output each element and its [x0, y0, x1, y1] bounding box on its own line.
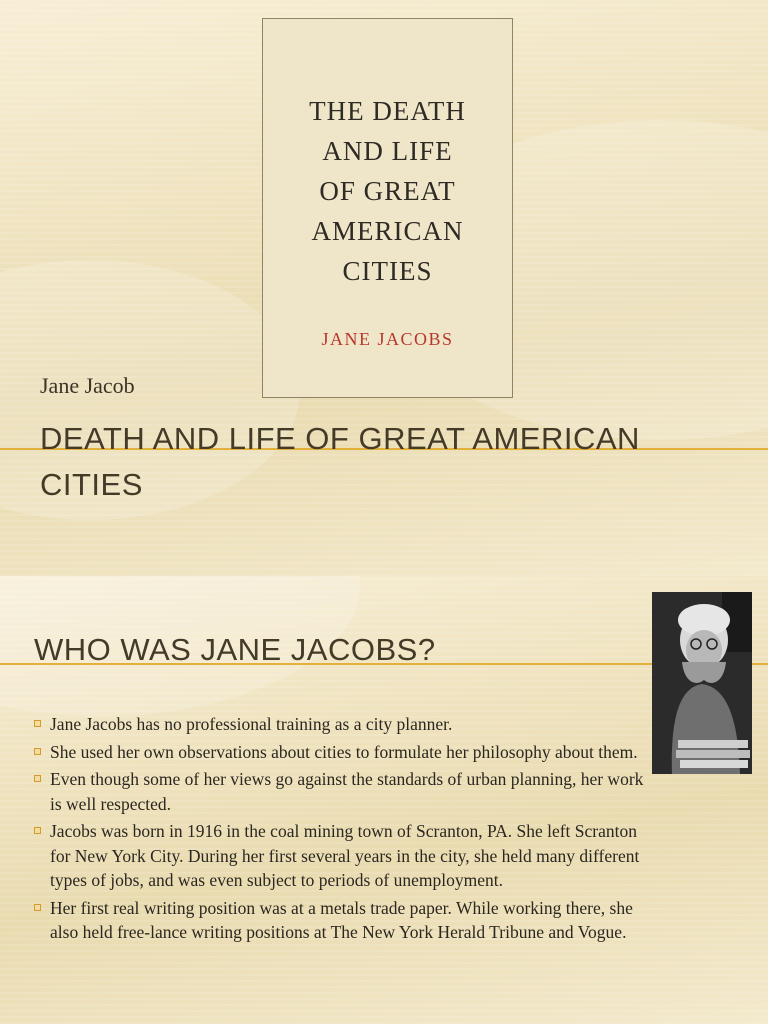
slide-title: WHO WAS JANE JACOBS?	[34, 632, 436, 667]
bullet-text: Her first real writing position was at a metals trade paper. While working there, she also held free-lance writing positions at The New York Herald Tribune and Vogue.	[50, 897, 633, 942]
slide-title: DEATH AND LIFE OF GREAT AMERICAN CITIES	[40, 421, 640, 502]
list-item	[34, 740, 644, 765]
bullet-icon	[34, 904, 41, 911]
bullet-text: Jane Jacobs has no professional training as a city planner.	[50, 714, 453, 734]
jane-jacobs-photo	[652, 592, 752, 774]
bullet-list	[34, 712, 644, 948]
bullet-icon	[34, 720, 41, 727]
bullet-text: She used her own observations about cities to formulate her philosophy about them.	[50, 741, 638, 762]
book-cover-title: THE DEATH AND LIFE OF GREAT AMERICAN CITIES	[309, 96, 466, 286]
book-cover-image	[262, 18, 513, 398]
slide-subtitle: Jane Jacob	[40, 373, 135, 398]
list-item	[34, 712, 644, 737]
portrait-graphic	[652, 592, 752, 774]
list-item	[34, 767, 644, 816]
bullet-text: Even though some of her views go against the standards of urban planning, her work is well respected.	[50, 769, 644, 814]
slide-2	[0, 576, 768, 1024]
bullet-icon	[34, 827, 41, 834]
list-item	[34, 896, 644, 945]
book-cover-author: JANE JACOBS	[321, 329, 454, 349]
bullet-icon	[34, 748, 41, 755]
list-item	[34, 819, 644, 893]
bullet-text: Jacobs was born in 1916 in the coal mining town of Scranton, PA. She left Scranton for New York City. During her first several years in the city, she held many different types of jobs, and was even subject to periods of unemployment.	[50, 821, 640, 890]
bullet-icon	[34, 775, 41, 782]
